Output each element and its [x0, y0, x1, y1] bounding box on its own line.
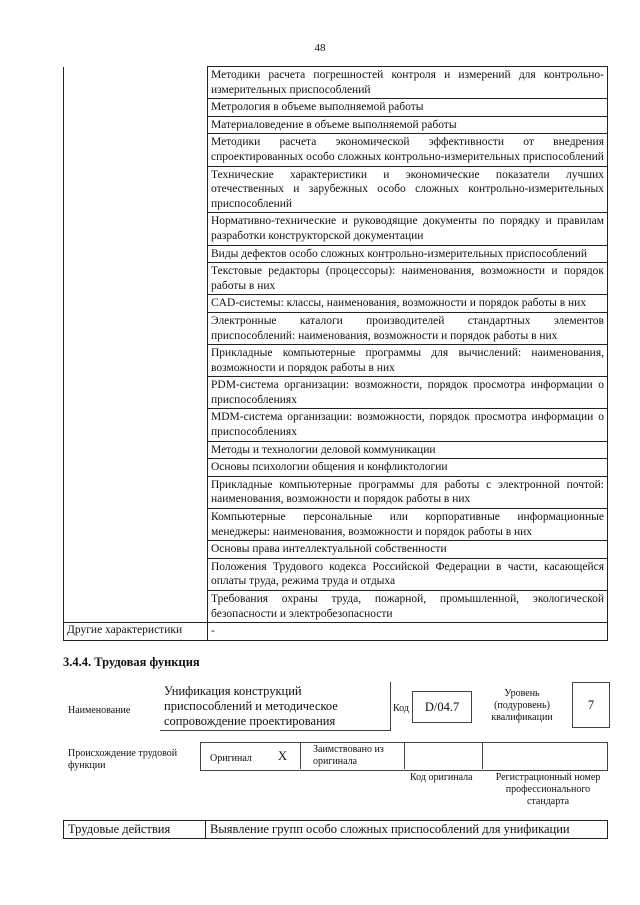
- knowledge-row: [64, 263, 608, 295]
- knowledge-item: Нормативно-технические и руководящие документы по порядку и правилам разработки конструкторской документации: [208, 213, 608, 245]
- knowledge-item: Положения Трудового кодекса Российской Федерации в части, касающейся оплаты труда, режима труда и отдыха: [208, 558, 608, 590]
- section-heading: 3.4.4. Трудовая функция: [63, 655, 200, 669]
- knowledge-left-cell: [64, 441, 208, 459]
- page-number: 48: [314, 42, 326, 54]
- knowledge-row: [64, 312, 608, 344]
- knowledge-left-cell: [64, 134, 208, 166]
- knowledge-item: Компьютерные персональные или корпоративные информационные менеджеры: наименования, возможности и порядок работы в них: [208, 509, 608, 541]
- knowledge-left-cell: [64, 509, 208, 541]
- requirements-table: [63, 66, 608, 641]
- knowledge-row: [64, 345, 608, 377]
- knowledge-row: [64, 166, 608, 213]
- knowledge-item: Методики расчета погрешностей контроля и измерений для контрольно-измерительных приспособлений: [208, 67, 608, 99]
- original-label: Оригинал: [210, 753, 252, 764]
- knowledge-left-cell: [64, 558, 208, 590]
- knowledge-left-cell: [64, 409, 208, 441]
- knowledge-row: [64, 116, 608, 134]
- knowledge-row: [64, 409, 608, 441]
- knowledge-item: CAD-системы: классы, наименования, возможности и порядок работы в них: [208, 295, 608, 313]
- name-label: Наименование: [68, 705, 131, 716]
- knowledge-row: [64, 509, 608, 541]
- knowledge-row: [64, 134, 608, 166]
- level-box: [572, 682, 610, 728]
- knowledge-left-cell: [64, 116, 208, 134]
- knowledge-left-cell: [64, 377, 208, 409]
- knowledge-row: [64, 441, 608, 459]
- knowledge-item: PDM-система организации: возможности, порядок просмотра информации о приспособлениях: [208, 377, 608, 409]
- knowledge-row: [64, 295, 608, 313]
- knowledge-row: [64, 541, 608, 559]
- actions-table: [63, 820, 608, 839]
- knowledge-item: Виды дефектов особо сложных контрольно-измерительных приспособлений: [208, 245, 608, 263]
- knowledge-item: Прикладные компьютерные программы для работы с электронной почтой: наименования, возможности и порядок работы в них: [208, 476, 608, 508]
- knowledge-row: [64, 99, 608, 117]
- knowledge-item: Технические характеристики и экономические показатели лучших отечественных и зарубежных особо сложных контрольно-измерительных приспособлений: [208, 166, 608, 213]
- knowledge-item: Основы психологии общения и конфликтологии: [208, 459, 608, 477]
- knowledge-item: MDM-система организации: возможности, порядок просмотра информации о приспособлениях: [208, 409, 608, 441]
- level-value: 7: [587, 698, 595, 712]
- knowledge-left-cell: [64, 459, 208, 477]
- knowledge-left-cell: [64, 476, 208, 508]
- knowledge-item: Электронные каталоги производителей стандартных элементов приспособлений: наименования, возможности и порядок работы в них: [208, 312, 608, 344]
- function-name-box: [160, 682, 391, 731]
- knowledge-item: Методы и технологии деловой коммуникации: [208, 441, 608, 459]
- knowledge-item: Методики расчета экономической эффективности от внедрения спроектированных особо сложных контрольно-измерительных приспособлений: [208, 134, 608, 166]
- knowledge-item: Требования охраны труда, пожарной, промышленной, экологической безопасности и электробезопасности: [208, 591, 608, 623]
- knowledge-left-cell: [64, 345, 208, 377]
- actions-label: Трудовые действия: [64, 821, 206, 839]
- original-mark: X: [278, 749, 288, 763]
- knowledge-row: [64, 67, 608, 99]
- knowledge-row: [64, 377, 608, 409]
- borrowed-label: Заимствовано из оригинала: [313, 744, 384, 767]
- reg-number-label: Регистрационный номер профессионального стандарта: [495, 772, 601, 807]
- other-characteristics-value: -: [208, 623, 608, 641]
- origin-label: Происхождение трудовой функции: [68, 748, 178, 771]
- knowledge-left-cell: [64, 312, 208, 344]
- function-code: D/04.7: [424, 700, 460, 714]
- function-name: Унификация конструкций приспособлений и методическое сопровождение проектирования: [164, 684, 338, 728]
- knowledge-item: Текстовые редакторы (процессоры): наименования, возможности и порядок работы в них: [208, 263, 608, 295]
- knowledge-item: Метрология в объеме выполняемой работы: [208, 99, 608, 117]
- knowledge-left-cell: [64, 99, 208, 117]
- actions-row: [64, 821, 608, 839]
- knowledge-left-cell: [64, 67, 208, 99]
- knowledge-row: [64, 558, 608, 590]
- knowledge-row: [64, 213, 608, 245]
- knowledge-row: [64, 245, 608, 263]
- code-box: [412, 691, 472, 723]
- origin-divider-3: [482, 742, 484, 769]
- knowledge-left-cell: [64, 245, 208, 263]
- knowledge-row: [64, 591, 608, 623]
- knowledge-item: Материаловедение в объеме выполняемой работы: [208, 116, 608, 134]
- knowledge-row: [64, 476, 608, 508]
- level-label: Уровень (подуровень) квалификации: [491, 688, 553, 723]
- knowledge-left-cell: [64, 213, 208, 245]
- knowledge-left-cell: [64, 295, 208, 313]
- origin-divider-2: [404, 742, 406, 769]
- other-characteristics-row: [64, 623, 608, 641]
- knowledge-row: [64, 459, 608, 477]
- knowledge-item: Основы права интеллектуальной собственности: [208, 541, 608, 559]
- knowledge-left-cell: [64, 541, 208, 559]
- code-label: Код: [393, 703, 409, 714]
- knowledge-left-cell: [64, 591, 208, 623]
- origin-divider: [300, 742, 302, 769]
- knowledge-left-cell: [64, 263, 208, 295]
- origin-code-label: Код оригинала: [410, 772, 473, 783]
- actions-first: Выявление групп особо сложных приспособлений для унификации: [206, 821, 608, 839]
- knowledge-item: Прикладные компьютерные программы для вычислений: наименования, возможности и порядок работы в них: [208, 345, 608, 377]
- knowledge-left-cell: [64, 166, 208, 213]
- other-characteristics-label: Другие характеристики: [64, 623, 208, 641]
